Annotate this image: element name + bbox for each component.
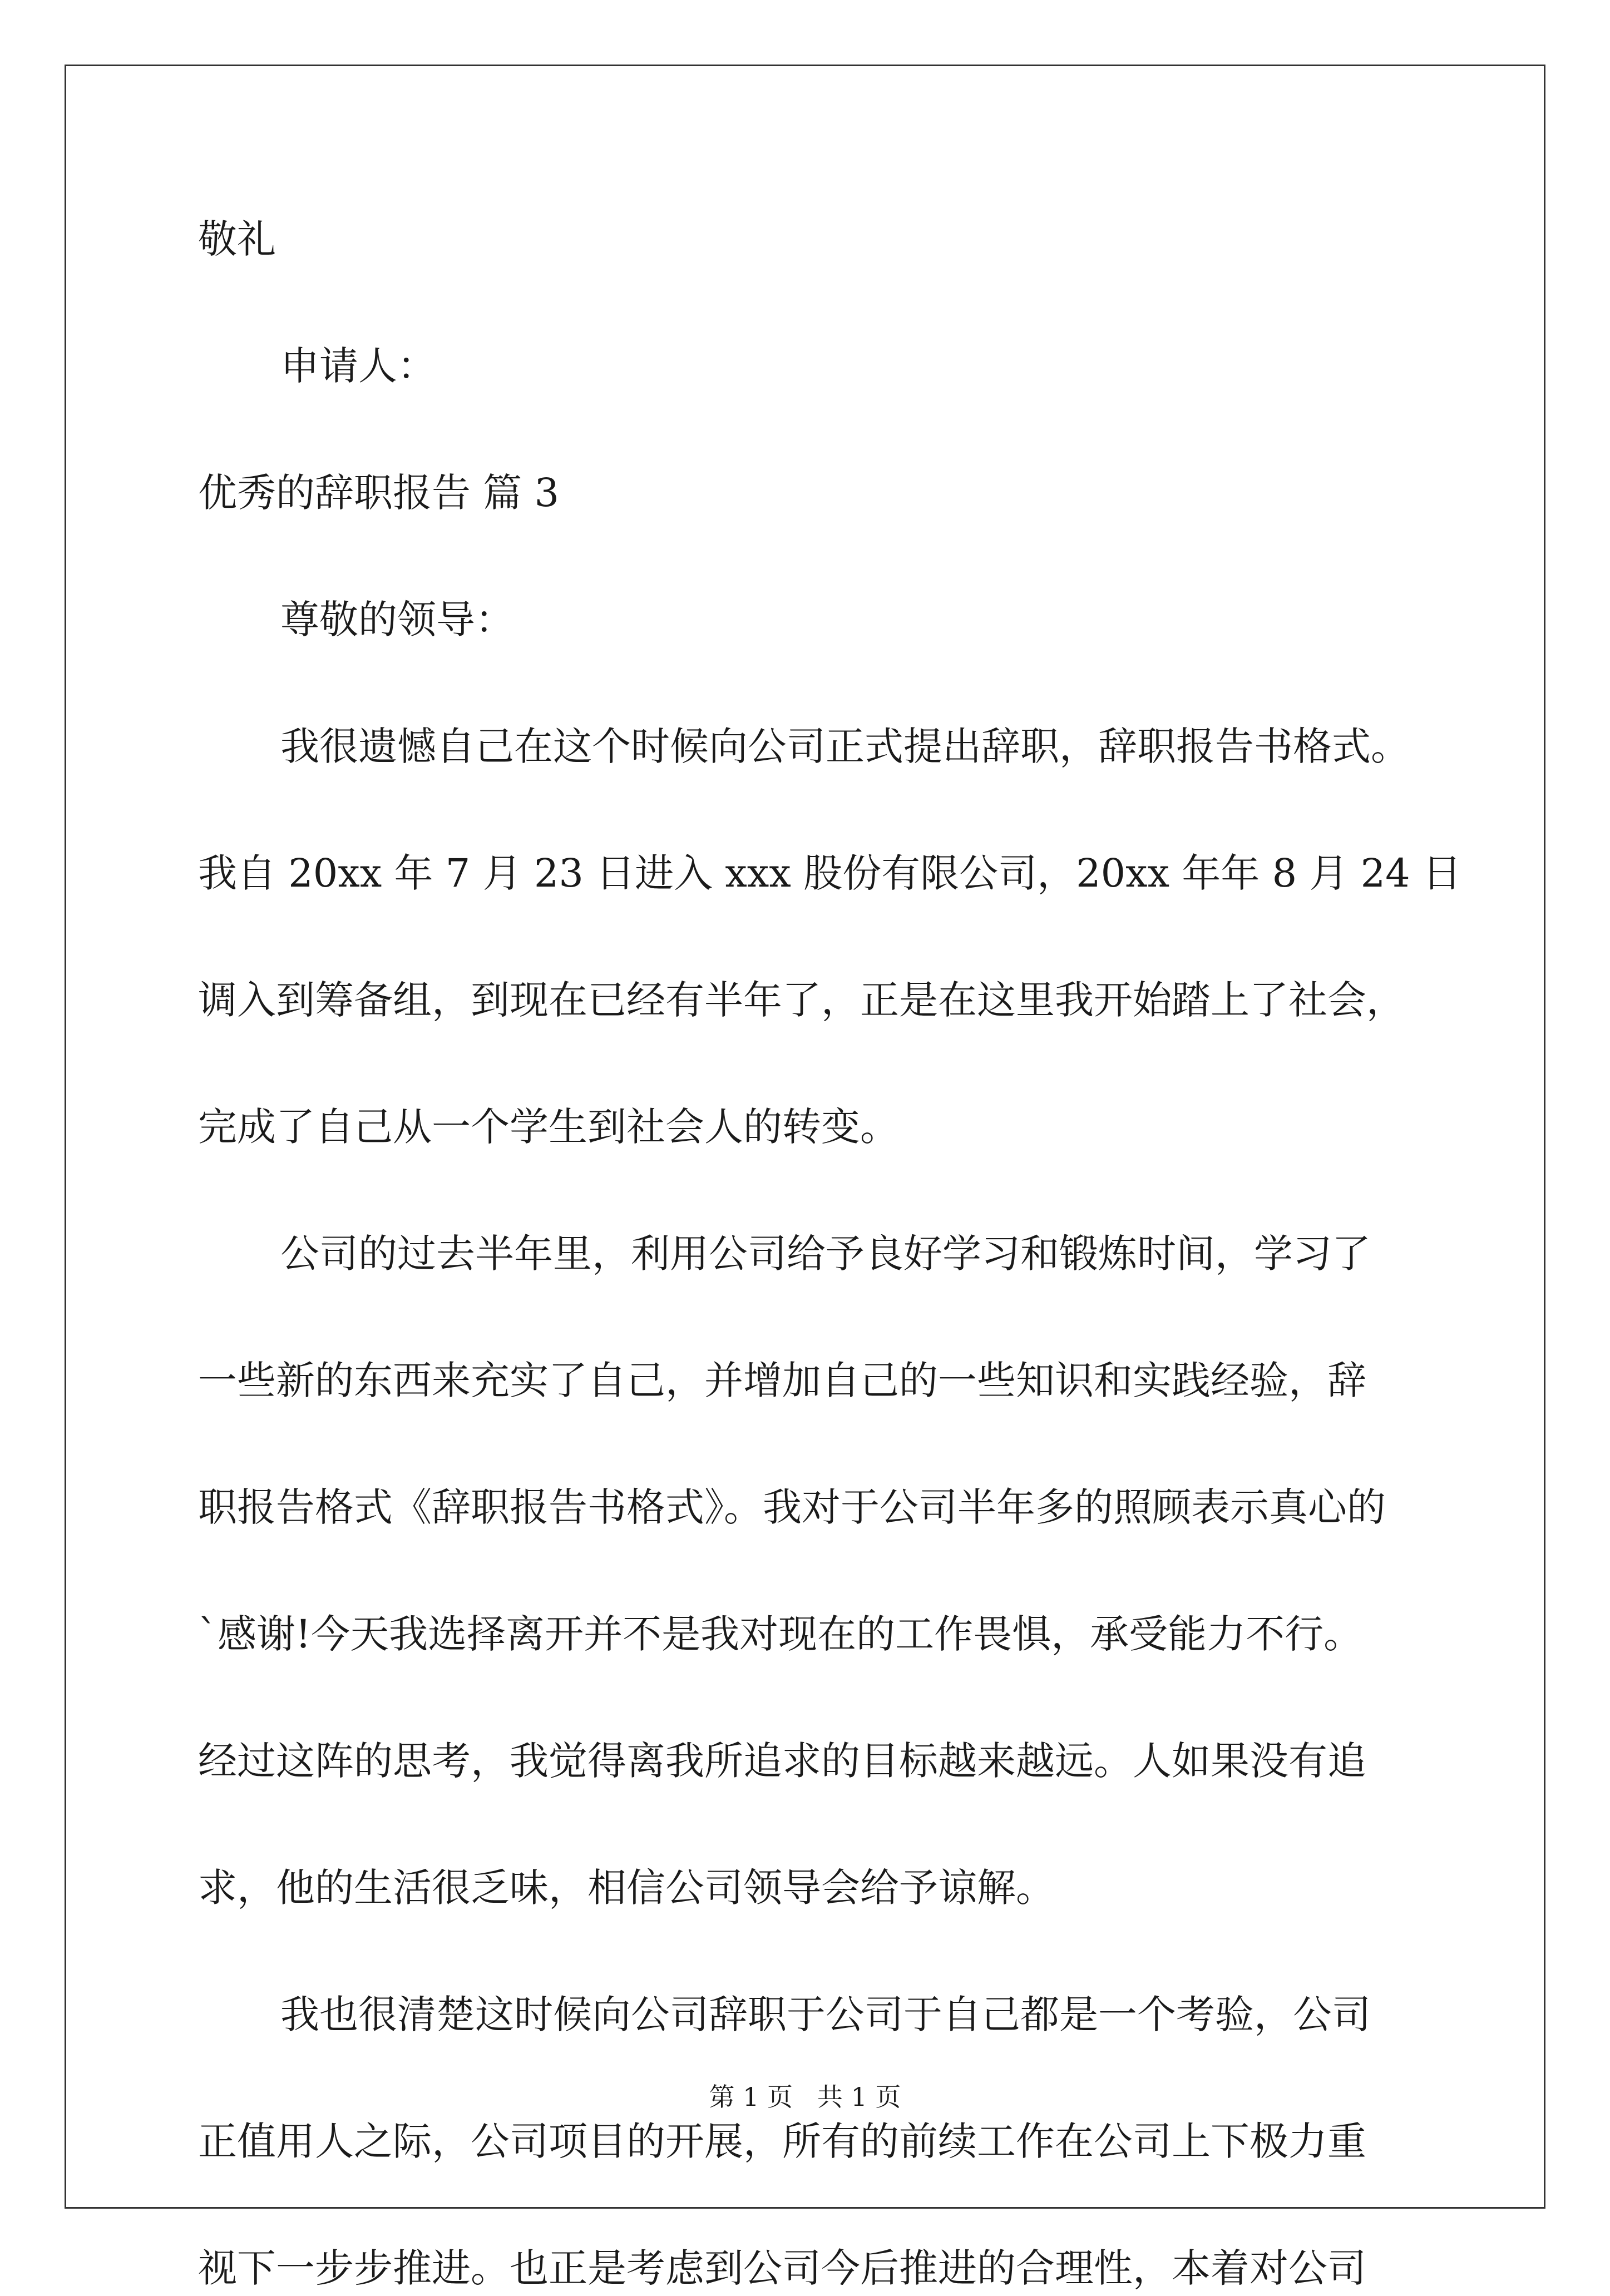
paragraph-3 [198,1987,1422,2296]
paragraph-2 [198,1226,1422,1916]
applicant-label: 申请人： [280,343,436,389]
paragraph-1 [198,719,1461,1155]
page-footer: 第 1 页 共 1 页 [709,2082,901,2112]
paragraph-line: 正值用人之际，公司项目的开展，所有的前续工作在公司上下极力重 [198,2119,1366,2164]
paragraph-line: 我也很清楚这时候向公司辞职于公司于自己都是一个考验，公司 [280,1992,1371,2037]
paragraph-line: 我自 20xx 年 7 月 23 日进入 xxx 股份有限公司，20xx 年年 8 月 24 日 [198,850,1461,896]
paragraph-line: 视下一步步推进。也正是考虑到公司今后推进的合理性，本着对公司 [198,2245,1366,2291]
paragraph-line: 我很遗憾自己在这个时候向公司正式提出辞职，辞职报告书格式。 [280,724,1410,769]
paragraph-line: 公司的过去半年里，利用公司给予良好学习和锻炼时间，学习了 [280,1231,1371,1276]
section-title: 优秀的辞职报告 篇 3 [198,470,560,516]
paragraph-line: 职报告格式《辞职报告书格式》。我对于公司半年多的照顾表示真心的 [198,1485,1386,1530]
paragraph-line: 调入到筹备组，到现在已经有半年了，正是在这里我开始踏上了社会， [198,977,1405,1023]
paragraph-line: `感谢!今天我选择离开并不是我对现在的工作畏惧，承受能力不行。 [198,1611,1363,1657]
document-body [198,211,1461,2296]
paragraph-line: 一些新的东西来充实了自己，并增加自己的一些知识和实践经验，辞 [198,1358,1366,1403]
paragraph-line: 经过这阵的思考，我觉得离我所追求的目标越来越远。人如果没有追 [198,1738,1366,1784]
salutation: 尊敬的领导： [280,597,514,642]
paragraph-line: 完成了自己从一个学生到社会人的转变。 [198,1104,899,1150]
paragraph-line: 求，他的生活很乏味，相信公司领导会给予谅解。 [198,1865,1055,1911]
closing-text: 敬礼 [198,216,276,262]
